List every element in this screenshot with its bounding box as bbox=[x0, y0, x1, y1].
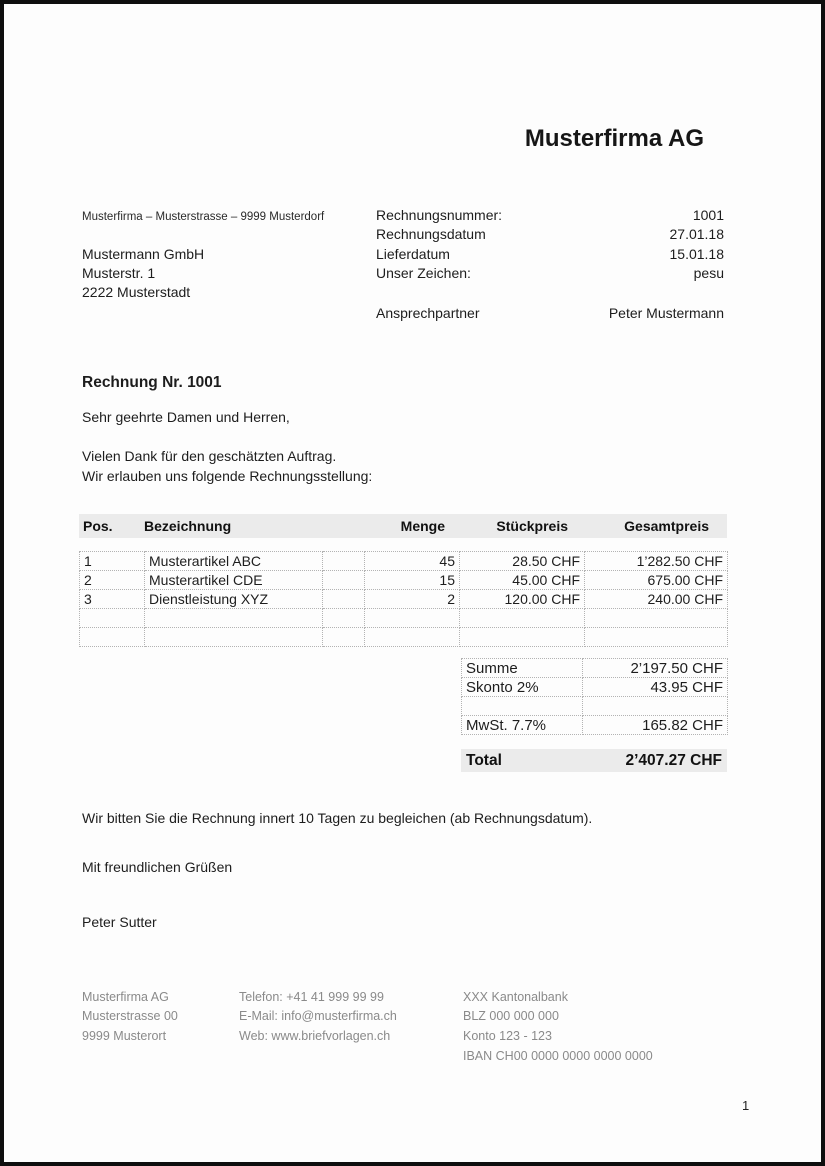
meta-row-invoice-number bbox=[376, 206, 724, 225]
page-title: Musterfirma AG bbox=[524, 125, 704, 152]
column-header-line-total: Gesamtpreis bbox=[624, 518, 709, 534]
meta-label: Ansprechpartner bbox=[376, 304, 480, 321]
page-number: 1 bbox=[742, 1098, 750, 1113]
item-spacer-cell bbox=[323, 590, 365, 609]
meta-row-reference bbox=[376, 264, 724, 283]
item-unit-price: 45.00 CHF bbox=[460, 571, 585, 590]
totals-value: 43.95 CHF bbox=[583, 678, 728, 697]
totals-row-discount bbox=[462, 678, 728, 697]
item-pos: 3 bbox=[80, 590, 145, 609]
invoice-meta bbox=[376, 206, 724, 323]
footer-company-column bbox=[82, 988, 178, 1046]
meta-label: Rechnungsnummer: bbox=[376, 207, 503, 223]
meta-value: 15.01.18 bbox=[669, 245, 724, 262]
meta-label: Lieferdatum bbox=[376, 245, 450, 262]
items-table bbox=[79, 551, 728, 647]
item-quantity: 15 bbox=[365, 571, 460, 590]
item-spacer-cell bbox=[323, 552, 365, 571]
totals-row-subtotal bbox=[462, 659, 728, 678]
footer-bank-name: XXX Kantonalbank bbox=[463, 990, 568, 1004]
intro-line: Vielen Dank für den geschätzten Auftrag. bbox=[82, 448, 337, 464]
item-pos: 2 bbox=[80, 571, 145, 590]
meta-row-delivery-date bbox=[376, 245, 724, 264]
item-unit-price: 28.50 CHF bbox=[460, 552, 585, 571]
meta-spacer bbox=[376, 284, 724, 304]
recipient-street: Musterstr. 1 bbox=[82, 265, 156, 281]
intro-paragraph bbox=[82, 447, 372, 486]
totals-value: 165.82 CHF bbox=[583, 716, 728, 735]
footer-email: E-Mail: info@musterfirma.ch bbox=[239, 1009, 397, 1024]
sender-line: Musterfirma – Musterstrasse – 9999 Musterdorf bbox=[82, 211, 325, 223]
recipient-city: 2222 Musterstadt bbox=[82, 284, 191, 300]
footer-contact-column bbox=[239, 988, 397, 1046]
items-table-header bbox=[79, 514, 727, 538]
meta-row-invoice-date bbox=[376, 225, 724, 244]
table-row-empty bbox=[80, 628, 728, 647]
item-quantity: 45 bbox=[365, 552, 460, 571]
totals-row-vat bbox=[462, 716, 728, 735]
salutation: Sehr geehrte Damen und Herren, bbox=[82, 409, 290, 425]
item-line-total: 675.00 CHF bbox=[585, 571, 728, 590]
payment-terms-note: Wir bitten Sie die Rechnung innert 10 Tagen zu begleichen (ab Rechnungsdatum). bbox=[82, 810, 593, 826]
footer-phone: Telefon: +41 41 999 99 99 bbox=[239, 990, 384, 1004]
item-name: Musterartikel ABC bbox=[145, 552, 323, 571]
footer-company-city: 9999 Musterort bbox=[82, 1028, 167, 1043]
meta-value: 27.01.18 bbox=[669, 226, 724, 243]
item-line-total: 240.00 CHF bbox=[585, 590, 728, 609]
meta-row-contact-person bbox=[376, 304, 724, 323]
totals-label: Skonto 2% bbox=[462, 678, 583, 697]
meta-label: Rechnungsdatum bbox=[376, 226, 486, 243]
invoice-heading: Rechnung Nr. 1001 bbox=[82, 374, 222, 391]
grand-total-row bbox=[461, 749, 727, 772]
grand-total-value: 2’407.27 CHF bbox=[625, 751, 722, 769]
footer-company-name: Musterfirma AG bbox=[82, 990, 169, 1004]
table-row bbox=[80, 571, 728, 590]
totals-value: 2’197.50 CHF bbox=[583, 659, 728, 678]
meta-value: Peter Mustermann bbox=[608, 304, 724, 321]
footer-web: Web: www.briefvorlagen.ch bbox=[239, 1028, 391, 1043]
item-unit-price: 120.00 CHF bbox=[460, 590, 585, 609]
table-row bbox=[80, 552, 728, 571]
item-name: Dienstleistung XYZ bbox=[145, 590, 323, 609]
column-header-pos: Pos. bbox=[83, 518, 113, 534]
item-line-total: 1’282.50 CHF bbox=[585, 552, 728, 571]
grand-total-label: Total bbox=[466, 751, 502, 769]
meta-value: pesu bbox=[693, 265, 724, 282]
footer-konto: Konto 123 - 123 bbox=[463, 1028, 552, 1043]
closing-greeting: Mit freundlichen Grüßen bbox=[82, 859, 233, 875]
totals-spacer-row bbox=[462, 697, 728, 716]
table-row-empty bbox=[80, 609, 728, 628]
recipient-address bbox=[82, 245, 204, 302]
item-spacer-cell bbox=[323, 571, 365, 590]
totals-label: Summe bbox=[462, 659, 583, 678]
item-quantity: 2 bbox=[365, 590, 460, 609]
meta-label: Unser Zeichen: bbox=[376, 265, 471, 282]
table-row bbox=[80, 590, 728, 609]
footer-bank-column bbox=[463, 988, 653, 1067]
footer-iban: IBAN CH00 0000 0000 0000 0000 bbox=[463, 1049, 653, 1064]
item-pos: 1 bbox=[80, 552, 145, 571]
item-name: Musterartikel CDE bbox=[145, 571, 323, 590]
column-header-quantity: Menge bbox=[400, 518, 445, 534]
column-header-description: Bezeichnung bbox=[144, 518, 232, 534]
totals-label: MwSt. 7.7% bbox=[462, 716, 583, 735]
meta-value: 1001 bbox=[692, 207, 724, 223]
recipient-name: Mustermann GmbH bbox=[82, 246, 205, 262]
intro-line: Wir erlauben uns folgende Rechnungsstellung: bbox=[82, 467, 373, 484]
footer-blz: BLZ 000 000 000 bbox=[463, 1009, 559, 1024]
signature-name: Peter Sutter bbox=[82, 914, 157, 930]
column-header-unit-price: Stückpreis bbox=[496, 518, 568, 534]
totals-table bbox=[461, 658, 728, 735]
footer-company-street: Musterstrasse 00 bbox=[82, 1009, 178, 1024]
